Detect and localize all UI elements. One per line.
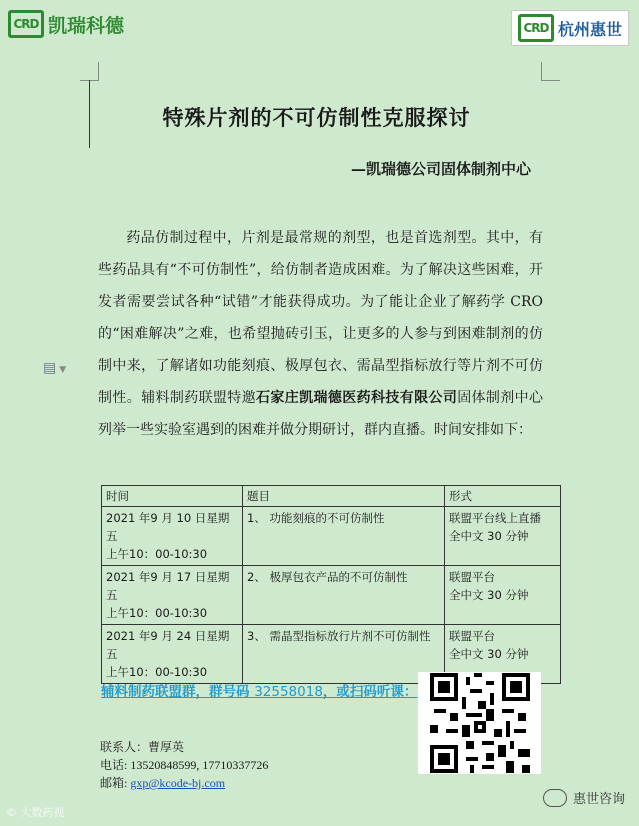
kcode-logo	[8, 10, 124, 38]
time-text: 上午10：00-10:30	[106, 665, 208, 679]
watermark-right-text: 惠世咨询	[572, 792, 625, 807]
cell-topic: 1、 功能刻痕的不可仿制性	[243, 507, 445, 566]
duration-text: 全中文 30 分钟	[449, 647, 529, 661]
format-text: 联盟平台	[449, 629, 495, 643]
email-link[interactable]: gxp@kcode-bj.com	[130, 776, 226, 790]
cell-format	[445, 507, 561, 566]
crd-logo-mark-right: CRD	[518, 14, 554, 42]
company-name: 石家庄凯瑞德医药科技有限公司	[256, 390, 458, 406]
format-text: 联盟平台线上直播	[449, 511, 541, 525]
table-row	[102, 507, 561, 566]
time-text: 上午10：00-10:30	[106, 606, 208, 620]
intro-text: 药品仿制过程中，片剂是最常规的剂型，也是首选剂型。其中，有些药品具有“不可仿制性”，给仿制者造成困难。为了解决这些困难，开发者需要尝试各种“试错”才能获得成功。为了能让企业了解药学 CRO 的“困难解决”之难，也希望抛砖引玉，让更多的人参与到困难制剂的仿制中来，了解诸如功能刻痕、极厚包衣、需晶型指标放行等片剂不可仿制性。辅料制药联盟特邀	[98, 230, 543, 406]
contact-phone: 电话: 13520848599, 17710337726	[100, 758, 269, 772]
cta-suffix: ，或扫码听课：	[322, 684, 418, 700]
cell-time	[102, 507, 243, 566]
intro-text-2: 固体制剂中心列举一些实验室遇到的困难并做分期研讨，群内直播。时间安排如下：	[98, 390, 544, 438]
contact-info	[100, 738, 268, 792]
document-title: 特殊片剂的不可仿制性克服探讨	[162, 105, 471, 130]
cta-prefix: 辅料制药联盟群，群号码	[101, 684, 255, 700]
time-text: 上午10：00-10:30	[106, 547, 208, 561]
crd-logo-mark: CRD	[8, 10, 44, 38]
crop-mark-top-right	[541, 62, 560, 81]
schedule-table	[101, 485, 561, 684]
duration-text: 全中文 30 分钟	[449, 529, 529, 543]
cell-format	[445, 566, 561, 625]
header-topic: 题目	[243, 486, 445, 507]
contact-email-row	[100, 774, 268, 792]
duration-text: 全中文 30 分钟	[449, 588, 529, 602]
email-label: 邮箱:	[100, 776, 131, 790]
header-time: 时间	[102, 486, 243, 507]
group-number: 32558018	[254, 684, 323, 700]
watermark-right	[543, 788, 625, 807]
table-row	[102, 566, 561, 625]
huishi-logo-text: 杭州惠世	[557, 19, 622, 39]
format-text: 联盟平台	[449, 570, 495, 584]
table-header-row	[102, 486, 561, 507]
document-options-icon[interactable]: ▤ ▼	[43, 360, 67, 376]
cell-time	[102, 625, 243, 684]
wechat-icon	[543, 789, 567, 807]
date-text: 2021 年9 月 17 日星期五	[106, 570, 230, 602]
document-subtitle: —凯瑞德公司固体制剂中心	[350, 160, 531, 178]
cell-topic: 3、 需晶型指标放行片剂不可仿制性	[243, 625, 445, 684]
intro-paragraph	[98, 222, 543, 446]
qr-code-icon	[430, 673, 530, 773]
date-text: 2021 年9 月 10 日星期五	[106, 511, 230, 543]
qr-code-image	[418, 672, 541, 774]
cell-topic: 2、 极厚包衣产品的不可仿制性	[243, 566, 445, 625]
cell-time	[102, 566, 243, 625]
header-format: 形式	[445, 486, 561, 507]
contact-person: 联系人：曹厚英	[100, 740, 185, 754]
kcode-logo-text: 凯瑞科德	[48, 14, 125, 37]
join-group-link[interactable]	[101, 680, 417, 700]
watermark-left: © 大数药视	[6, 806, 65, 819]
huishi-logo	[511, 10, 629, 46]
crop-mark-top-left	[80, 62, 99, 81]
date-text: 2021 年9 月 24 日星期五	[106, 629, 230, 661]
